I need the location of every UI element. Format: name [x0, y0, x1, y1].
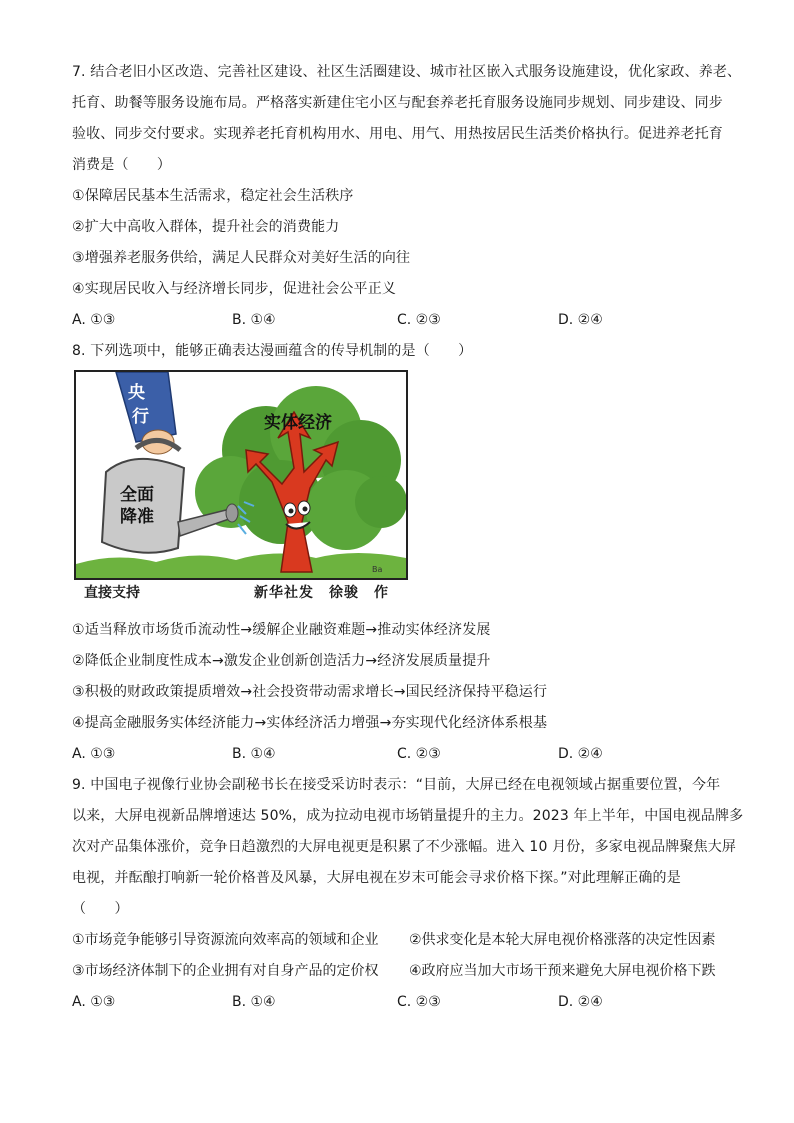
cartoon-caption-title: 直接支持	[84, 585, 140, 601]
q7-stem-line-3: 验收、同步交付要求。实现养老托育机构用水、用电、用气、用热按居民生活类价格执行。促进养老托育	[72, 126, 723, 142]
q9-stem-line-1: 9. 中国电子视像行业协会副秘书长在接受采访时表示：“目前，大屏已经在电视领域占据重要位置，今年	[72, 777, 721, 793]
q7-option-b[interactable]: B. ①④	[232, 312, 276, 328]
q9-stem-line-4: 电视，并酝酿打响新一轮价格普及风暴，大屏电视在岁末可能会寻求价格下探。”对此理解正确的是	[72, 870, 681, 886]
q7-item-3: ③增强养老服务供给，满足人民群众对美好生活的向往	[72, 250, 411, 266]
q8-item-1: ①适当释放市场货币流动性→缓解企业融资难题→推动实体经济发展	[72, 622, 491, 638]
q7-option-c[interactable]: C. ②③	[397, 312, 441, 328]
q7-stem-line-4: 消费是（ ）	[72, 157, 172, 173]
q8-option-c[interactable]: C. ②③	[397, 746, 441, 762]
cartoon-illustration	[76, 372, 406, 578]
q9-items-row-1	[72, 930, 732, 950]
q8-stem: 8. 下列选项中，能够正确表达漫画蕴含的传导机制的是（ ）	[72, 343, 473, 359]
q7-option-d[interactable]: D. ②④	[558, 312, 603, 328]
q7-options	[72, 310, 732, 330]
q9-item-4: ④政府应当加大市场干预来避免大屏电视价格下跌	[409, 963, 716, 979]
q8-item-4: ④提高金融服务实体经济能力→实体经济活力增强→夯实现代化经济体系根基	[72, 715, 548, 731]
q9-stem-line-2: 以来，大屏电视新品牌增速达 50%，成为拉动电视市场销量提升的主力。2023 年上半年，中国电视品牌多	[72, 808, 744, 824]
q8-item-3: ③积极的财政政策提质增效→社会投资带动需求增长→国民经济保持平稳运行	[72, 684, 548, 700]
q9-item-3: ③市场经济体制下的企业拥有对自身产品的定价权	[72, 963, 379, 979]
q8-option-d[interactable]: D. ②④	[558, 746, 603, 762]
q7-item-2: ②扩大中高收入群体，提升社会的消费能力	[72, 219, 340, 235]
q9-option-c[interactable]: C. ②③	[397, 994, 441, 1010]
question-9	[72, 775, 744, 1012]
q9-item-1: ①市场竞争能够引导资源流向效率高的领域和企业	[72, 932, 379, 948]
question-8	[72, 341, 732, 764]
q8-option-b[interactable]: B. ①④	[232, 746, 276, 762]
q8-option-a[interactable]: A. ①③	[72, 746, 116, 762]
cartoon-frame	[74, 370, 408, 580]
can-label-1: 全面	[120, 485, 154, 505]
q7-stem-line-2: 托育、助餐等服务设施布局。严格落实新建住宅小区与配套养老托育服务设施同步规划、同步建设、同步	[72, 95, 723, 111]
q7-item-1: ①保障居民基本生活需求，稳定社会生活秩序	[72, 188, 354, 204]
q7-item-4: ④实现居民收入与经济增长同步，促进社会公平正义	[72, 281, 396, 297]
q7-stem-line-1: 7. 结合老旧小区改造、完善社区建设、社区生活圈建设、城市社区嵌入式服务设施建设，优化家政、养老、	[72, 64, 742, 80]
cartoon	[72, 370, 412, 604]
q9-option-b[interactable]: B. ①④	[232, 994, 276, 1010]
cartoon-caption-credit: 新华社发 徐骏 作	[254, 585, 389, 601]
q9-stem-line-5: （ ）	[72, 901, 129, 917]
can-label-2: 降准	[120, 507, 154, 527]
q9-option-d[interactable]: D. ②④	[558, 994, 603, 1010]
q7-option-a[interactable]: A. ①③	[72, 312, 116, 328]
tree-label: 实体经济	[264, 413, 332, 433]
q9-option-a[interactable]: A. ①③	[72, 994, 116, 1010]
q9-item-2: ②供求变化是本轮大屏电视价格涨落的决定性因素	[409, 932, 716, 948]
grass	[76, 553, 406, 578]
question-7	[72, 62, 742, 330]
q8-item-2: ②降低企业制度性成本→激发企业创新创造活力→经济发展质量提升	[72, 653, 491, 669]
sleeve-label-2: 行	[132, 407, 149, 427]
artist-signature: Ba	[372, 565, 383, 574]
q9-options	[72, 992, 732, 1012]
sleeve-label-1: 央	[128, 383, 145, 403]
q9-items-row-2	[72, 961, 732, 981]
q8-options	[72, 744, 732, 764]
exam-page	[72, 62, 744, 1023]
q9-stem-line-3: 次对产品集体涨价，竞争日趋激烈的大屏电视更是积累了不少涨幅。进入 10 月份，多家电视品牌聚焦大屏	[72, 839, 737, 855]
